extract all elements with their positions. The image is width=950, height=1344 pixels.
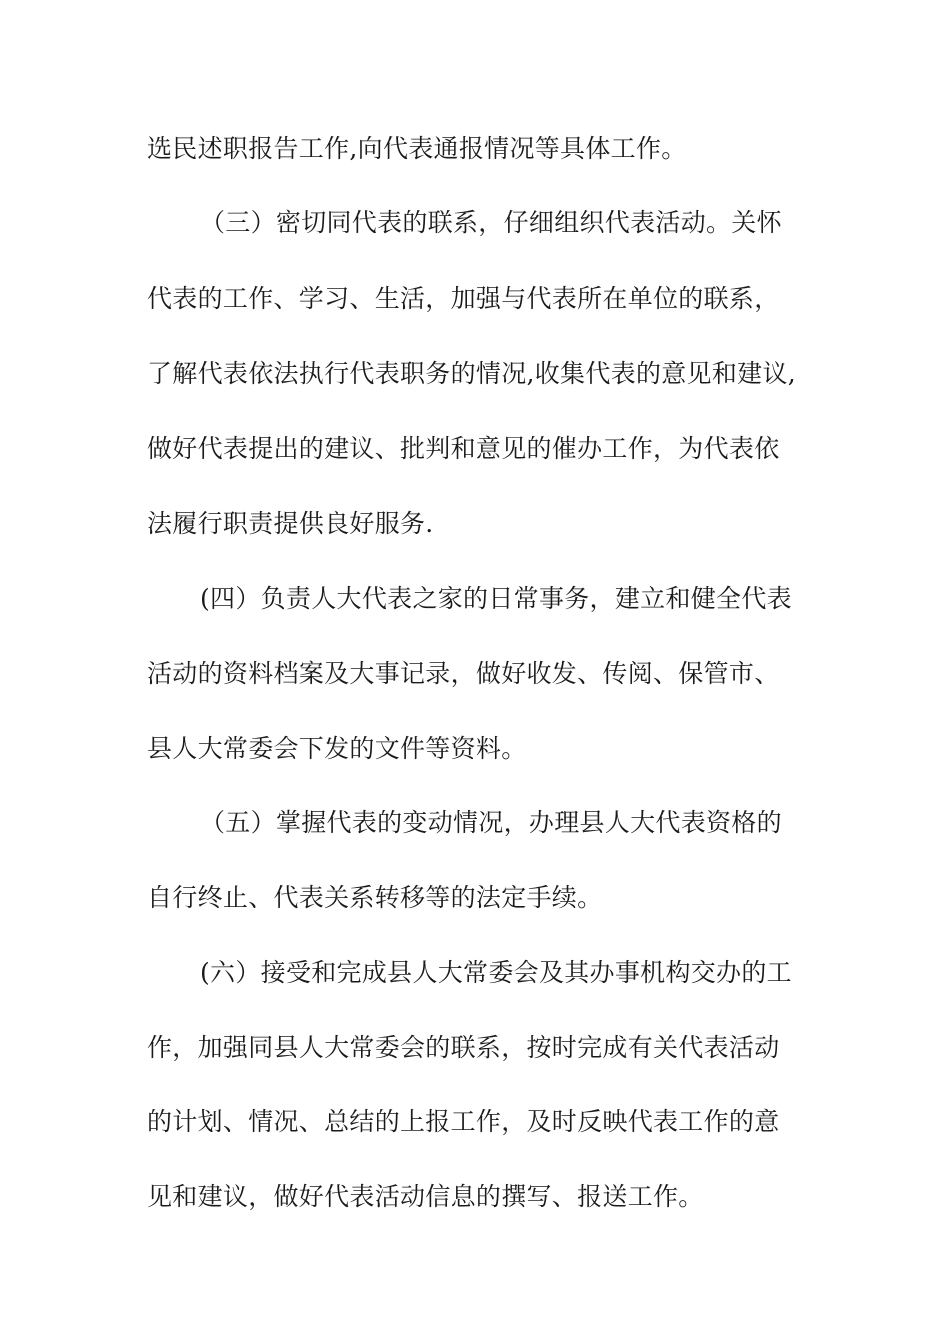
text-line-3: 代表的工作、学习、生活，加强与代表所在单位的联系， <box>147 284 780 313</box>
text-line-15: 见和建议，做好代表活动信息的撰写、报送工作。 <box>147 1182 704 1211</box>
text-line-7: (四）负责人大代表之家的日常事务，建立和健全代表 <box>200 584 792 613</box>
text-line-10: （五）掌握代表的变动情况，办理县人大代表资格的 <box>200 808 782 837</box>
text-line-4: 了解代表依法执行代表职务的情况,收集代表的意见和建议, <box>147 359 796 388</box>
text-line-5: 做好代表提出的建议、批判和意见的催办工作，为代表依 <box>147 434 780 463</box>
text-line-8: 活动的资料档案及大事记录，做好收发、传阅、保管市、 <box>147 659 780 688</box>
text-line-11: 自行终止、代表关系转移等的法定手续。 <box>147 883 603 912</box>
text-line-12: (六）接受和完成县人大常委会及其办事机构交办的工 <box>200 958 792 987</box>
text-line-13: 作，加强同县人大常委会的联系，按时完成有关代表活动 <box>147 1033 780 1062</box>
text-line-2: （三）密切同代表的联系，仔细组织代表活动。关怀 <box>200 208 782 237</box>
text-line-1: 选民述职报告工作,向代表通报情况等具体工作。 <box>147 134 687 163</box>
text-line-6: 法履行职责提供良好服务. <box>147 509 434 538</box>
text-line-9: 县人大常委会下发的文件等资料。 <box>147 734 527 763</box>
text-line-14: 的计划、情况、总结的上报工作，及时反映代表工作的意 <box>147 1107 780 1136</box>
